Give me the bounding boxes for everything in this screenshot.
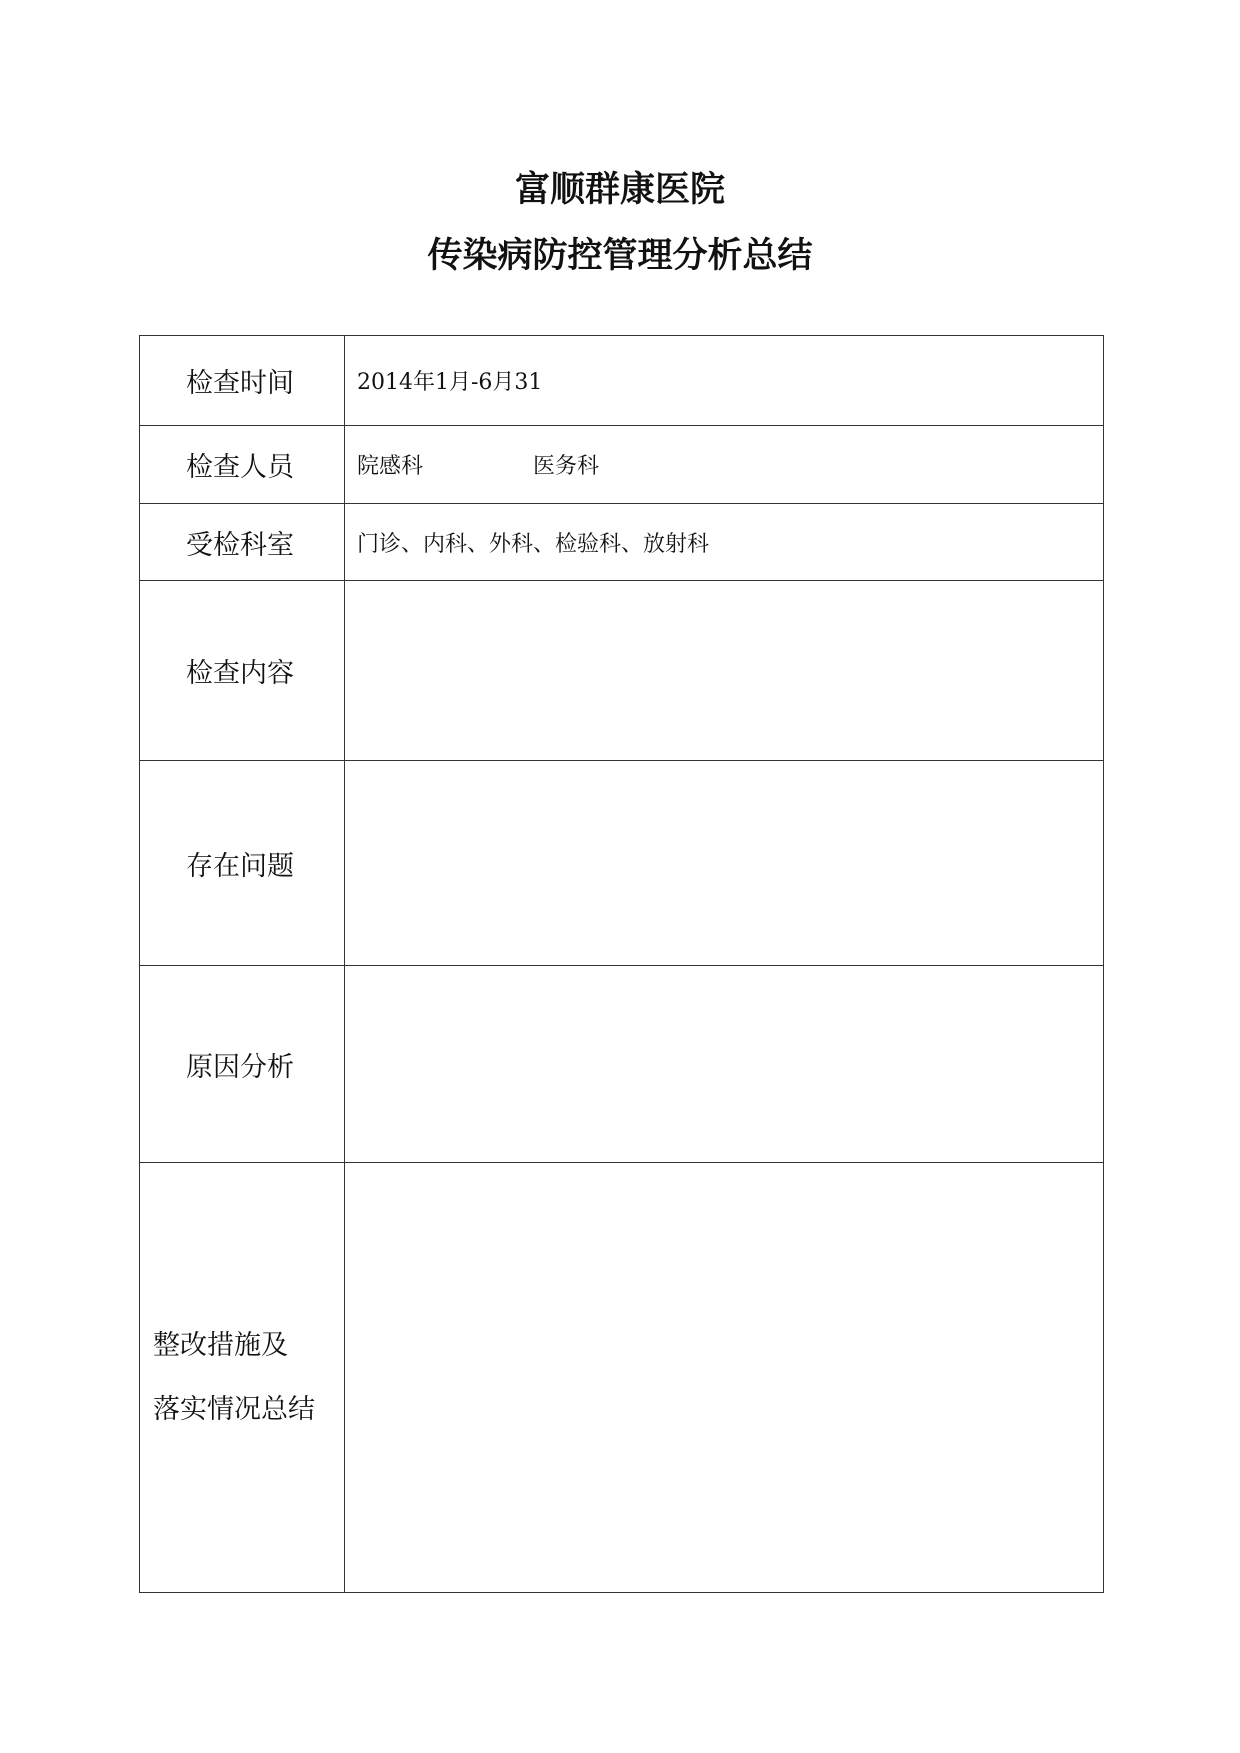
label-line: 落实情况总结 — [153, 1393, 315, 1425]
problems-value — [345, 761, 1104, 966]
departments-value: 门诊、内科、外科、检验科、放射科 — [345, 504, 1104, 581]
table-row — [140, 1163, 1104, 1593]
table-row — [140, 761, 1104, 966]
rectification-value — [345, 1163, 1104, 1593]
cause-analysis-value — [345, 966, 1104, 1163]
hospital-title: 富顺群康医院 — [514, 170, 725, 210]
table-row — [140, 966, 1104, 1163]
inspectors-value — [345, 426, 1104, 504]
table-row — [140, 336, 1104, 426]
row-label: 原因分析 — [140, 966, 345, 1163]
row-label: 检查人员 — [140, 426, 345, 504]
table-row — [140, 426, 1104, 504]
table-row — [140, 581, 1104, 761]
row-label: 存在问题 — [140, 761, 345, 966]
inspector: 院感科 — [357, 454, 424, 479]
row-label — [140, 1163, 345, 1593]
row-label: 受检科室 — [140, 504, 345, 581]
inspection-table — [139, 335, 1104, 1593]
document-subtitle: 传染病防控管理分析总结 — [427, 236, 813, 276]
inspection-content-value — [345, 581, 1104, 761]
inspection-time-value: 2014年1月-6月31 — [345, 336, 1104, 426]
table-row — [140, 504, 1104, 581]
row-label: 检查内容 — [140, 581, 345, 761]
row-label: 检查时间 — [140, 336, 345, 426]
inspector: 医务科 — [533, 454, 600, 479]
label-line: 整改措施及 — [153, 1329, 288, 1361]
